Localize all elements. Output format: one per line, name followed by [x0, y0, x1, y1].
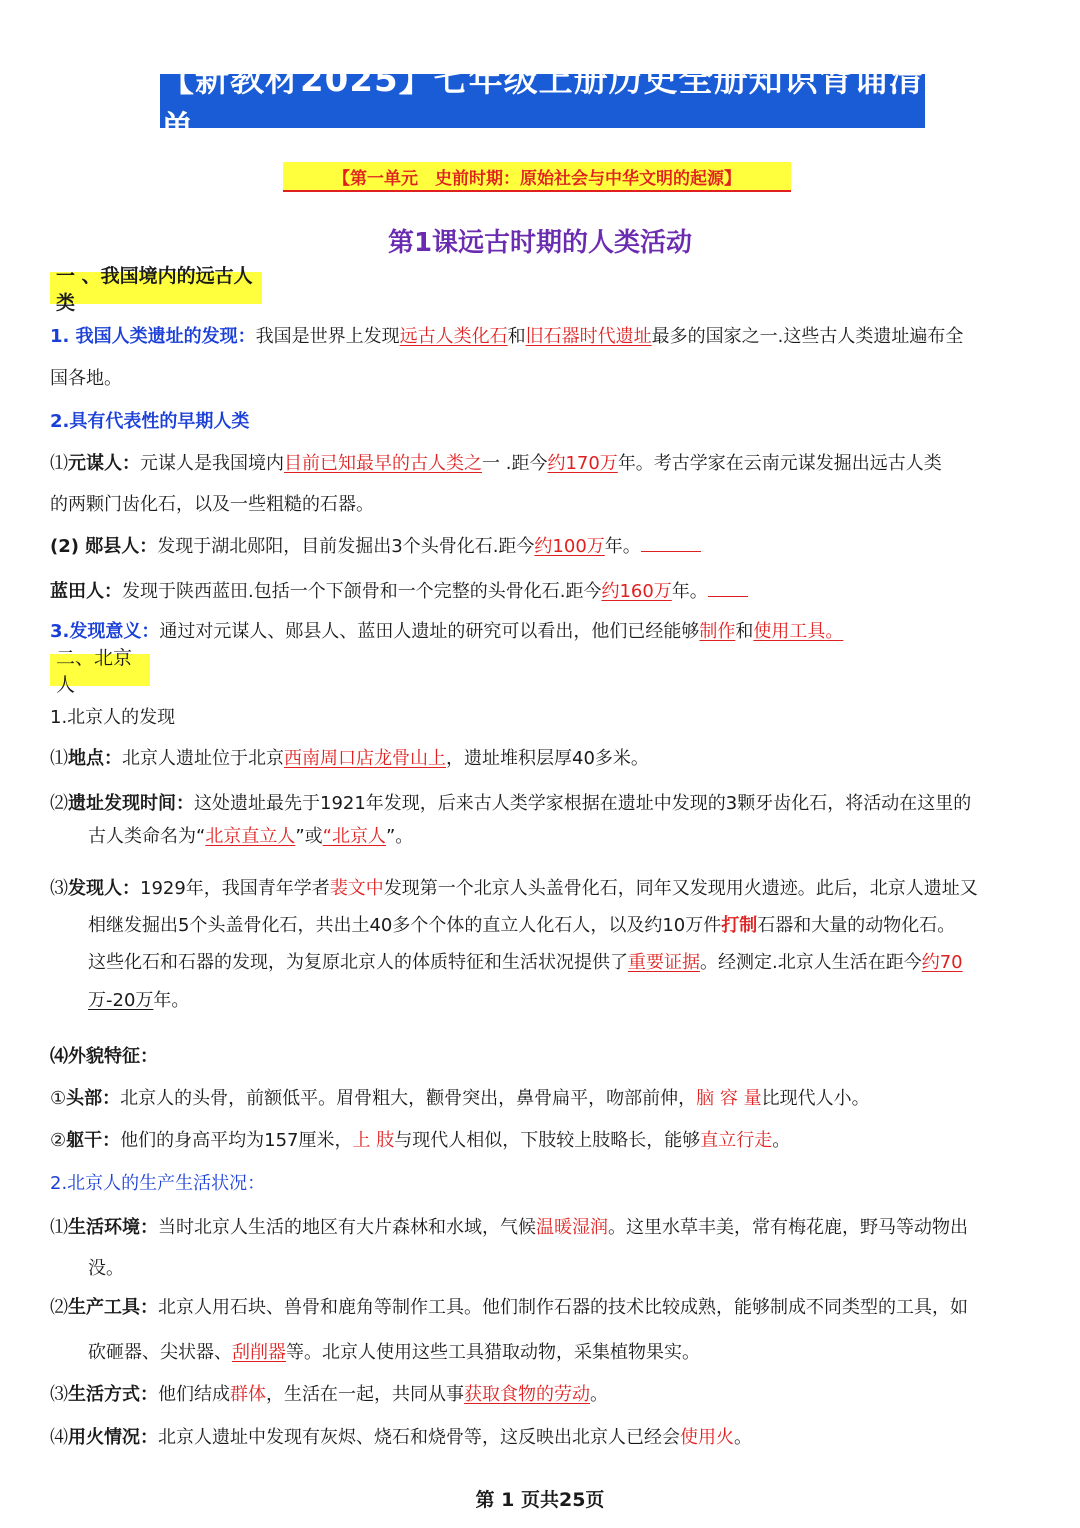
subheading-early-humans: 2.具有代表性的早期人类 [50, 411, 250, 432]
unit-heading: 【第一单元 史前时期：原始社会与中华文明的起源】 [283, 162, 791, 192]
subheading-production-life: 2.北京人的生产生活状况： [50, 1173, 266, 1194]
para-yuanmou: ⑴元谋人：元谋人是我国境内目前已知最早的古人类之一 .距今约170万年。考古学家在云南元谋发掘出远古人类 [50, 453, 942, 474]
document-title: 【新教材2025】七年级上册历史全册知识背诵清单 [160, 60, 924, 149]
para-lifestyle: ⑶生活方式：他们结成群体，生活在一起，共同从事获取食物的劳动。 [50, 1384, 608, 1405]
para-significance: 3.发现意义：通过对元谋人、郧县人、蓝田人遗址的研究可以看出，他们已经能够制作和使用工具。 [50, 621, 844, 642]
para-discoverer-cont-3: 万-20万年。 [88, 990, 190, 1011]
subheading-appearance: ⑷外貌特征： [50, 1046, 158, 1067]
section-heading-2: 二、北京人 [50, 654, 150, 686]
para-lantian: 蓝田人：发现于陕西蓝田.包括一个下颌骨和一个完整的头骨化石.距今约160万年。 [50, 577, 1040, 603]
para-torso: ②躯干：他们的身高平均为157厘米，上 肢与现代人相似，下肢较上肢略长，能够直立行走。 [50, 1130, 791, 1151]
para-discovery-time: ⑵遗址发现时间：这处遗址最先于1921年发现，后来古人类学家根据在遗址中发现的3颗牙齿化石，将活动在这里的 [50, 793, 972, 814]
para-location: ⑴地点：北京人遗址位于北京西南周口店龙骨山上，遗址堆积层厚40多米。 [50, 748, 649, 769]
para-discoverer-cont-2: 这些化石和石器的发现，为复原北京人的体质特征和生活状况提供了重要证据。经测定.北京人生活在距今约70 [88, 952, 963, 973]
underline-blank [641, 550, 701, 552]
para-yuanmou-cont: 的两颗门齿化石，以及一些粗糙的石器。 [50, 494, 374, 515]
subheading-peking-discovery: 1.北京人的发现 [50, 707, 176, 728]
para-fire-use: ⑷用火情况：北京人遗址中发现有灰烬、烧石和烧骨等，这反映出北京人已经会使用火。 [50, 1427, 752, 1448]
page-footer: 第 1 页共25页 [475, 1489, 605, 1511]
para-tools: ⑵生产工具：北京人用石块、兽骨和鹿角等制作工具。他们制作石器的技术比较成熟，能够制成不同类型的工具，如 [50, 1297, 968, 1318]
para-environment-cont: 没。 [88, 1258, 124, 1279]
para-discoverer: ⑶发现人：1929年，我国青年学者裴文中发现第一个北京人头盖骨化石，同年又发现用火遗迹。此后，北京人遗址又 [50, 878, 978, 899]
para-yunxian: (2) 郧县人：发现于湖北郧阳，目前发掘出3个头骨化石.距今约100万年。 [50, 532, 1040, 558]
para-site-discovery-cont: 国各地。 [50, 368, 122, 389]
section-heading-1: 一 、我国境内的远古人类 [50, 272, 262, 304]
para-discoverer-cont-1: 相继发掘出5个头盖骨化石，共出土40多个个体的直立人化石人，以及约10万件打制石器和大量的动物化石。 [88, 915, 956, 936]
para-tools-cont: 砍砸器、尖状器、刮削器等。北京人使用这些工具猎取动物，采集植物果实。 [88, 1342, 700, 1363]
para-site-discovery: 1. 我国人类遗址的发现：我国是世界上发现远古人类化石和旧石器时代遗址最多的国家之一.这些古人类遗址遍布全 [50, 326, 964, 347]
underline-blank [708, 595, 748, 597]
para-head: ①头部：北京人的头骨，前额低平。眉骨粗大，颧骨突出，鼻骨扁平，吻部前伸，脑 容 量比现代人小。 [50, 1088, 870, 1109]
para-discovery-time-cont: 古人类命名为“北京直立人”或“北京人”。 [88, 826, 414, 847]
lesson-title: 第1课远古时期的人类活动 [387, 228, 693, 258]
para-environment: ⑴生活环境：当时北京人生活的地区有大片森林和水域，气候温暖湿润。这里水草丰美，常有梅花鹿，野马等动物出 [50, 1217, 968, 1238]
